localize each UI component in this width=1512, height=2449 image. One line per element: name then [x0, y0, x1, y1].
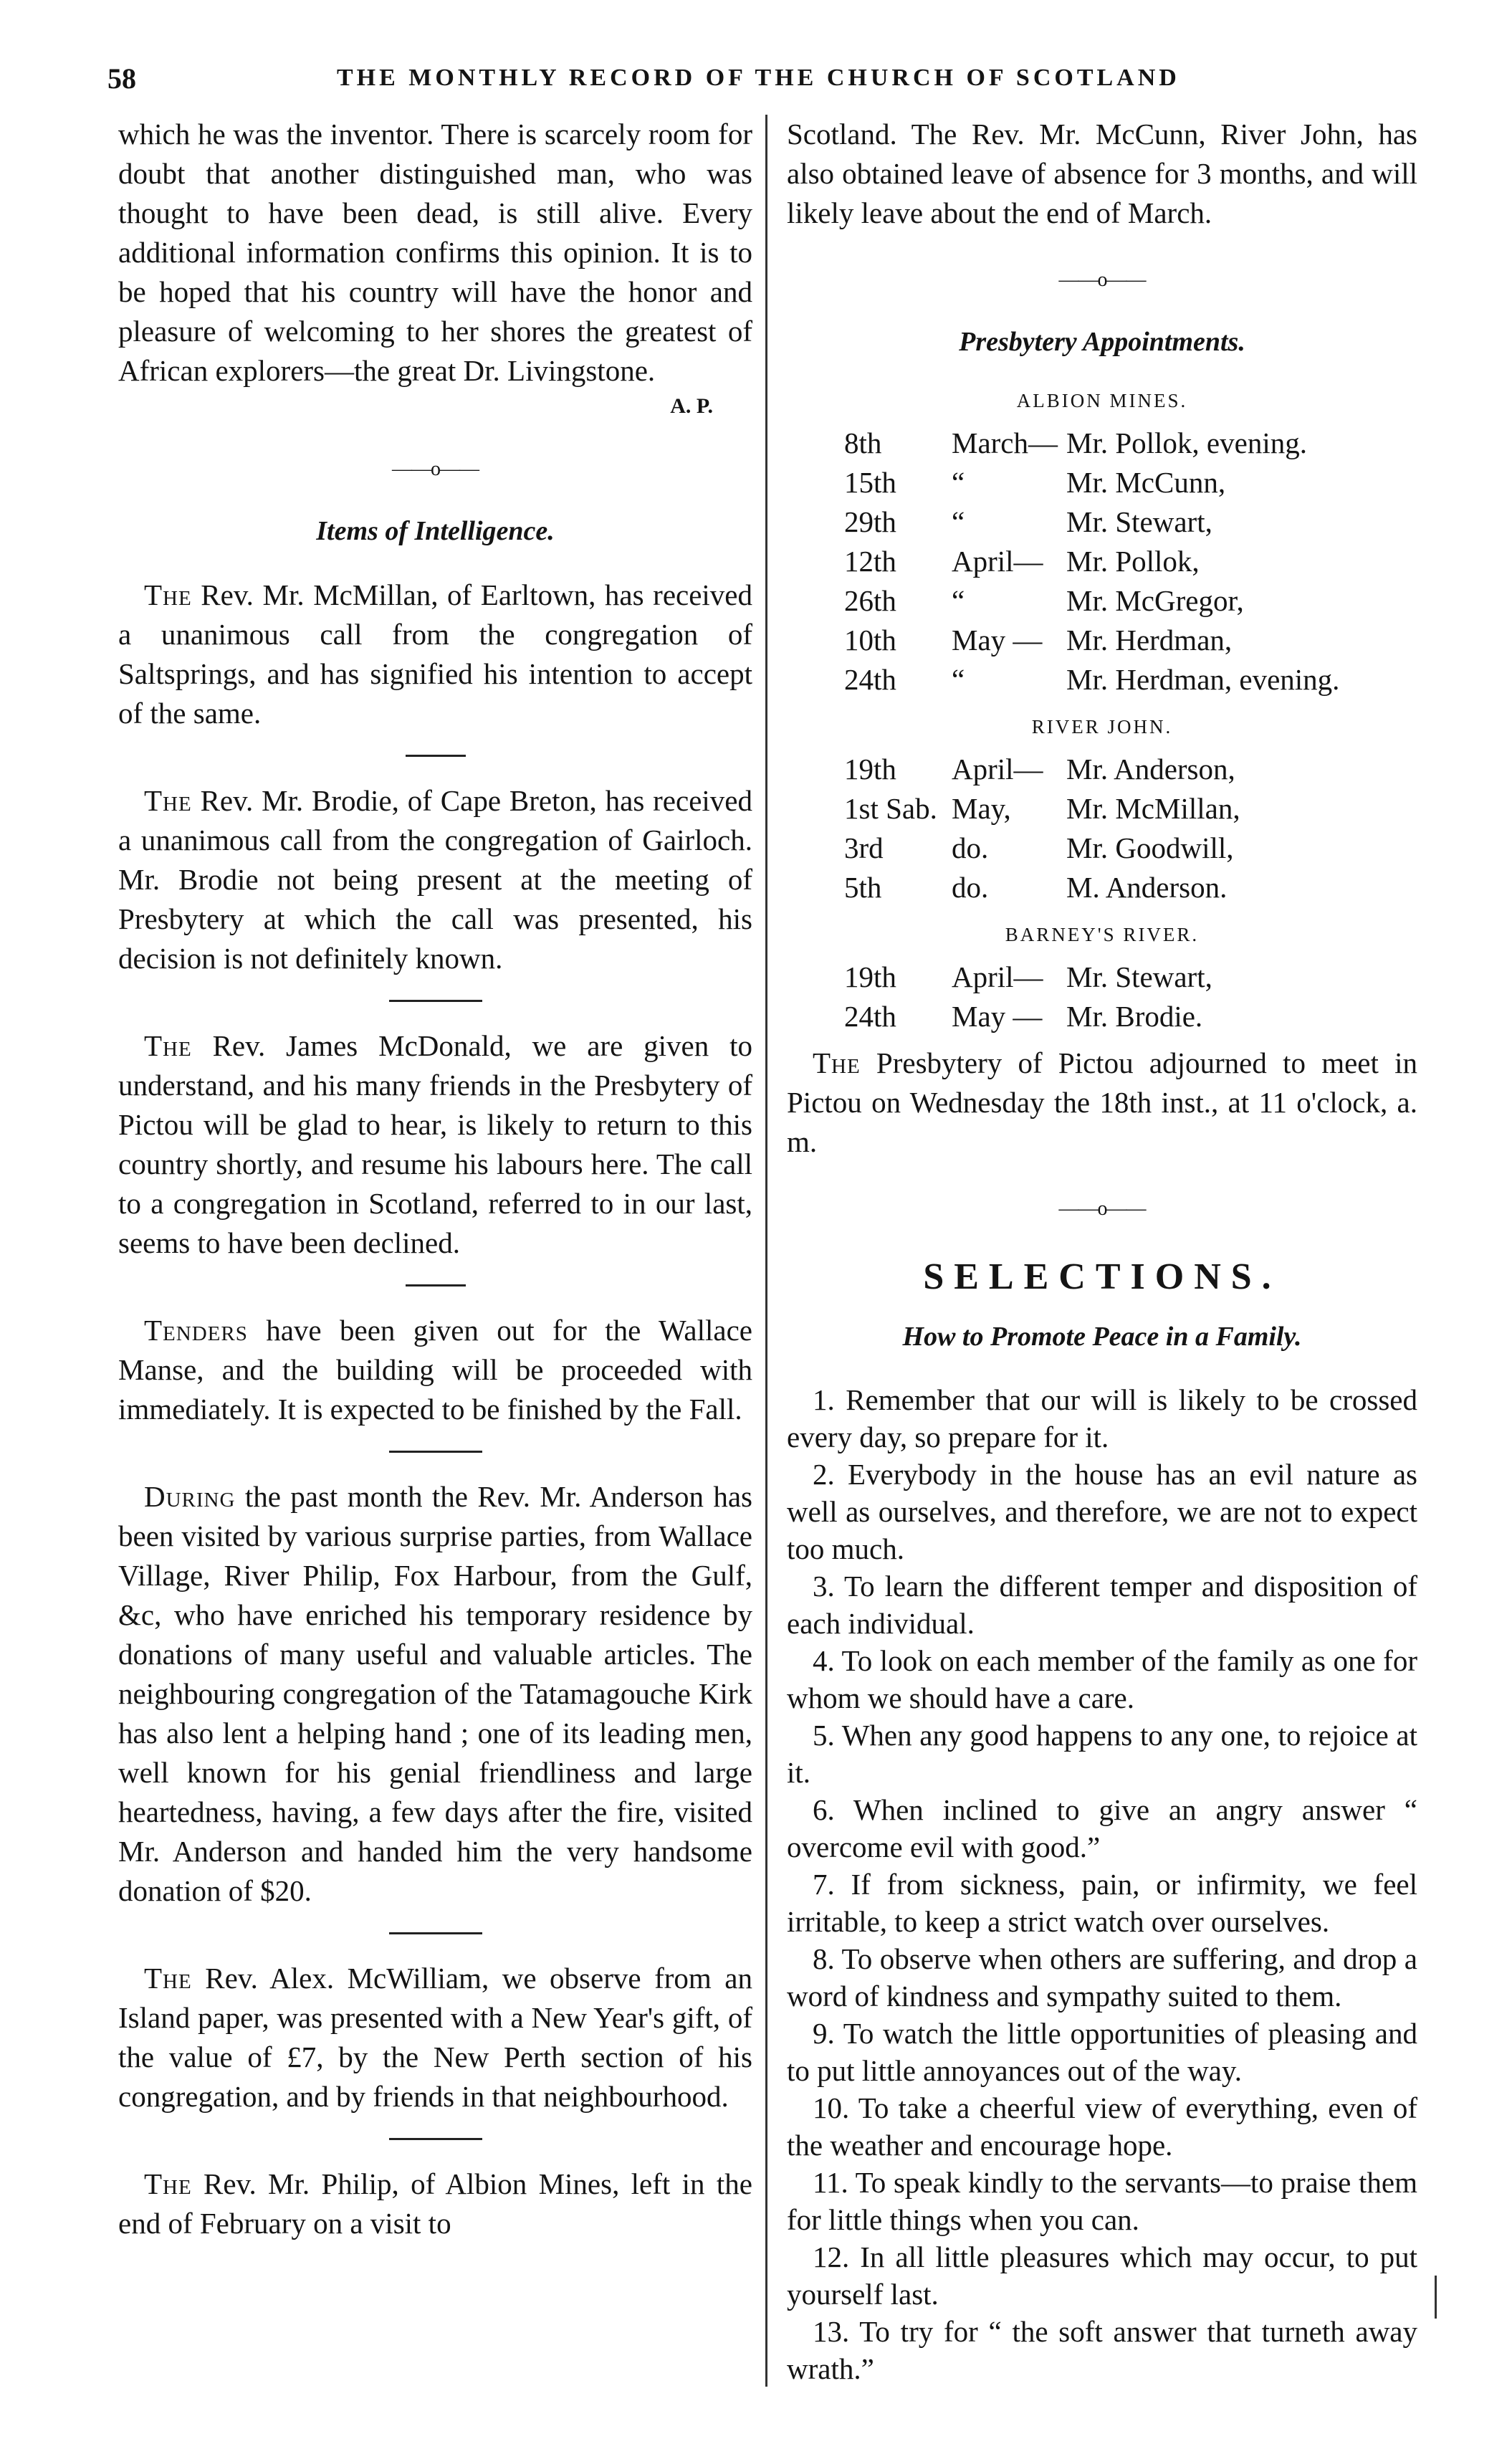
appointment-row [844, 997, 1417, 1036]
peace-list [787, 1381, 1417, 2387]
appointment-date: 5th [844, 871, 882, 904]
items-heading: Items of Intelligence. [316, 516, 555, 546]
appointment-row [844, 958, 1417, 997]
appointment-minister: Mr. McMillan, [1066, 792, 1240, 825]
river-john-appointments [844, 750, 1417, 907]
circle-rule: ——o—— [1058, 269, 1146, 291]
circle-rule: ——o—— [1058, 1198, 1146, 1220]
item-lead: Tenders [144, 1314, 248, 1347]
item-text: have been given out for the Wallace Manse, and the building will be proceeded with immediately. It is expected to be finished by the Fall. [118, 1314, 752, 1426]
appointment-row [844, 463, 1417, 502]
appointment-minister: Mr. Goodwill, [1066, 831, 1234, 864]
list-item: 2. Everybody in the house has an evil nature as well as ourselves, and therefore, we are not to expect too much. [787, 1458, 1417, 1565]
short-rule [389, 1932, 482, 1934]
presbytery-heading: Presbytery Appointments. [959, 327, 1245, 357]
item-text: Presbytery of Pictou adjourned to meet in Pictou on Wednesday the 18th inst., at 11 o'clock, a. m. [787, 1046, 1417, 1158]
short-rule [406, 755, 466, 757]
page-number: 58 [107, 62, 136, 95]
appointment-date: 26th [844, 584, 896, 617]
appointment-date: 10th [844, 624, 896, 657]
item-text: Rev. Mr. Brodie, of Cape Breton, has received a unanimous call from the congregation of Gairloch. Mr. Brodie not being present at the meeting of Presbytery at which the call was presented, his decision is not definitely known. [118, 784, 752, 975]
list-item: 10. To take a cheerful view of everything, even of the weather and encourage hope. [787, 2091, 1417, 2162]
appointment-minister: Mr. Stewart, [1066, 505, 1212, 538]
item-lead: During [144, 1480, 236, 1513]
item-mcwilliam [118, 1959, 752, 2116]
mccunn-paragraph: Scotland. The Rev. Mr. McCunn, River John, has also obtained leave of absence for 3 months, and will likely leave about the end of March. [787, 118, 1417, 229]
item-tenders [118, 1311, 752, 1429]
appointment-month: May — [952, 624, 1043, 657]
appointment-month: March— [952, 426, 1058, 459]
circle-rule: ——o—— [392, 458, 479, 480]
short-rule [406, 1284, 466, 1286]
item-text: Rev. James McDonald, we are given to understand, and his many friends in the Presbytery of Pictou will be glad to hear, is likely to return to this country shortly, and resume his labours here. The call to a congregation in Scotland, referred to in our last, seems to have been declined. [118, 1029, 752, 1259]
right-column [787, 115, 1417, 2387]
page-header [107, 56, 1419, 99]
signature: A. P. [670, 394, 713, 418]
appointment-date: 12th [844, 545, 896, 578]
list-item: 3. To learn the different temper and disposition of each individual. [787, 1570, 1417, 1640]
appointment-row [844, 542, 1417, 581]
list-item: 1. Remember that our will is likely to be crossed every day, so prepare for it. [787, 1383, 1417, 1453]
adjournment-notice [787, 1044, 1417, 1162]
item-lead: The [144, 1962, 192, 1995]
list-item: 12. In all little pleasures which may occur, to put yourself last. [787, 2240, 1417, 2311]
short-rule [389, 1451, 482, 1453]
appointment-row [844, 424, 1417, 463]
item-text: the past month the Rev. Mr. Anderson has been visited by various surprise parties, from Wallace Village, River Philip, Fox Harbour, from the Gulf, &c, who have enriched his temporary residence by donations of many useful and valuable articles. The neighbouring congregation of the Tatamagouche Kirk has also lent a helping hand ; one of its leading men, well known for his genial friendliness and large heartedness, having, a few days after the fire, visited Mr. Anderson and handed him the very handsome donation of $20. [118, 1480, 752, 1907]
appointment-minister: Mr. Stewart, [1066, 960, 1212, 993]
appointment-month: “ [952, 505, 965, 538]
appointment-date: 8th [844, 426, 882, 459]
list-item: 13. To try for “ the soft answer that turneth away wrath.” [787, 2315, 1417, 2385]
list-item: 4. To look on each member of the family as one for whom we should have a care. [787, 1644, 1417, 1714]
river-john-heading: RIVER JOHN. [1031, 716, 1173, 737]
appointment-minister: Mr. Pollok, [1066, 545, 1200, 578]
appointment-minister: Mr. Herdman, evening. [1066, 663, 1340, 696]
running-title: THE MONTHLY RECORD OF THE CHURCH OF SCOTLAND [337, 65, 1180, 91]
item-philip [118, 2164, 752, 2243]
appointment-minister: M. Anderson. [1066, 871, 1228, 904]
barneys-river-heading: BARNEY'S RIVER. [1005, 924, 1200, 945]
albion-appointments [844, 424, 1417, 700]
list-item: 7. If from sickness, pain, or infirmity, we feel irritable, to keep a strict watch over ourselves. [787, 1868, 1417, 1938]
list-item: 5. When any good happens to any one, to rejoice at it. [787, 1719, 1417, 1789]
appointment-month: May, [952, 792, 1011, 825]
appointment-date: 3rd [844, 831, 884, 864]
item-lead: The [144, 1029, 192, 1062]
item-lead: The [813, 1046, 861, 1079]
appointment-minister: Mr. Pollok, evening. [1066, 426, 1307, 459]
appointment-row [844, 750, 1417, 789]
appointment-date: 19th [844, 753, 896, 786]
appointment-month: do. [952, 871, 989, 904]
appointment-date: 19th [844, 960, 896, 993]
item-mcmillan [118, 576, 752, 733]
short-rule [389, 2138, 482, 2140]
livingstone-paragraph: which he was the inventor. There is scarcely room for doubt that another distinguished man, who was thought to have been dead, is still alive. Every additional information confirms this opinion. It is to be hoped that his country will have the honor and pleasure of welcoming to her shores the greatest of African explorers—the great Dr. Livingstone. [118, 118, 752, 387]
appointment-minister: Mr. Herdman, [1066, 624, 1233, 657]
appointment-date: 24th [844, 1000, 896, 1033]
item-mcdonald [118, 1026, 752, 1263]
column-divider [765, 115, 767, 2387]
appointment-month: April— [952, 545, 1043, 578]
margin-mark [1435, 2276, 1437, 2319]
short-rule [389, 1000, 482, 1002]
appointment-date: 1st Sab. [844, 792, 937, 825]
item-text: Rev. Alex. McWilliam, we observe from an Island paper, was presented with a New Year's gift, of the value of £7, by the New Perth section of his congregation, and by friends in that neighbourhood. [118, 1962, 752, 2113]
appointment-row [844, 621, 1417, 660]
item-anderson [118, 1477, 752, 1911]
appointment-month: “ [952, 466, 965, 499]
item-lead: The [144, 784, 192, 817]
appointment-minister: Mr. McGregor, [1066, 584, 1244, 617]
appointment-month: April— [952, 960, 1043, 993]
appointment-date: 24th [844, 663, 896, 696]
item-brodie [118, 781, 752, 978]
appointment-minister: Mr. Anderson, [1066, 753, 1235, 786]
peace-heading: How to Promote Peace in a Family. [902, 1322, 1302, 1352]
appointment-row [844, 502, 1417, 542]
appointment-minister: Mr. Brodie. [1066, 1000, 1203, 1033]
list-item: 8. To observe when others are suffering, and drop a word of kindness and sympathy suited to them. [787, 1942, 1417, 2013]
item-lead: The [144, 578, 192, 611]
item-text: Rev. Mr. McMillan, of Earltown, has received a unanimous call from the congregation of Saltsprings, and has signified his intention to accept of the same. [118, 578, 752, 730]
appointment-month: do. [952, 831, 989, 864]
list-item: 9. To watch the little opportunities of pleasing and to put little annoyances out of the way. [787, 2017, 1417, 2087]
appointment-row [844, 660, 1417, 700]
item-text: Rev. Mr. Philip, of Albion Mines, left in the end of February on a visit to [118, 2167, 752, 2240]
list-item: 6. When inclined to give an angry answer “ overcome evil with good.” [787, 1793, 1417, 1863]
appointment-month: “ [952, 663, 965, 696]
appointment-row [844, 789, 1417, 829]
item-lead: The [144, 2167, 192, 2200]
appointment-minister: Mr. McCunn, [1066, 466, 1226, 499]
appointment-row [844, 868, 1417, 907]
appointment-month: April— [952, 753, 1043, 786]
appointment-row [844, 829, 1417, 868]
appointment-date: 29th [844, 505, 896, 538]
appointment-month: May — [952, 1000, 1043, 1033]
barneys-river-appointments [844, 958, 1417, 1036]
left-column [118, 115, 752, 2243]
list-item: 11. To speak kindly to the servants—to praise them for little things when you can. [787, 2166, 1417, 2236]
appointment-month: “ [952, 584, 965, 617]
albion-mines-heading: ALBION MINES. [1016, 390, 1188, 411]
appointment-date: 15th [844, 466, 896, 499]
selections-heading: SELECTIONS. [923, 1256, 1281, 1297]
appointment-row [844, 581, 1417, 621]
